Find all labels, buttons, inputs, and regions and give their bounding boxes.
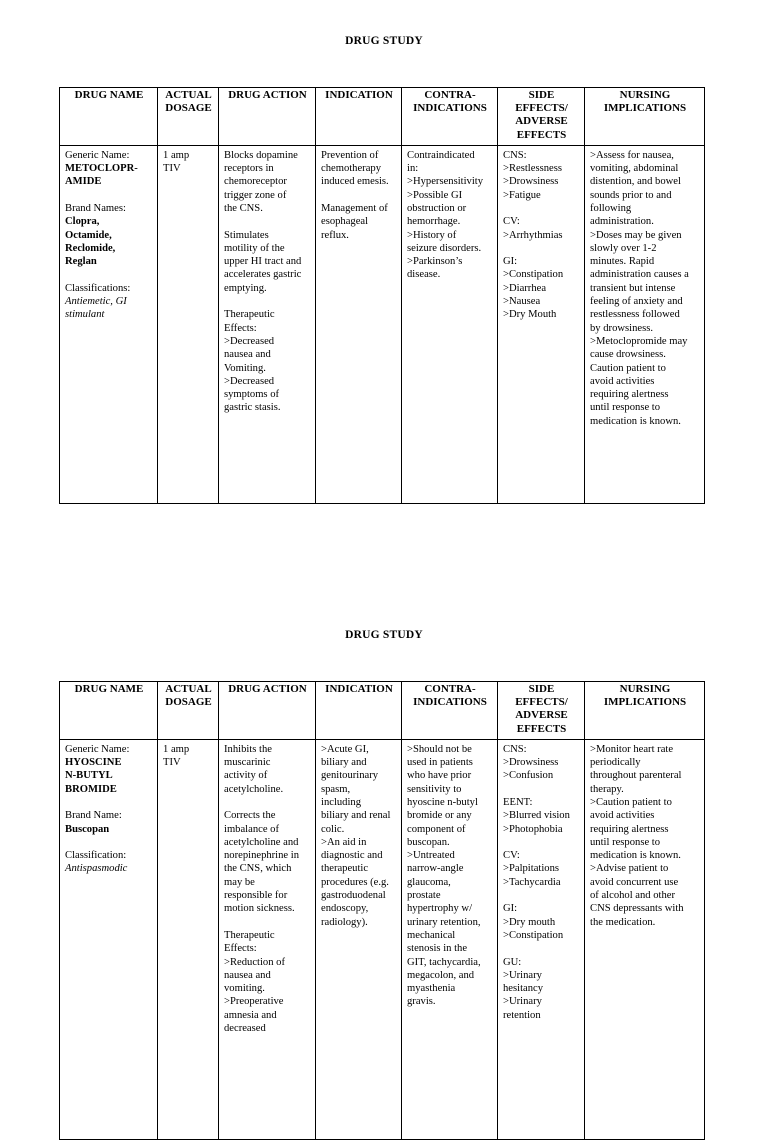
cell-line: narrow-angle: [407, 863, 464, 875]
cell-line: component of: [407, 823, 466, 835]
cell-line: >Photophobia: [503, 823, 563, 835]
cell-line: bromide or any: [407, 810, 472, 822]
cell-line: >Acute GI,: [321, 743, 369, 755]
cell-line: Clopra,: [65, 216, 100, 228]
cell-line: >Preoperative: [224, 996, 284, 1008]
cell-line: genitourinary: [321, 770, 379, 782]
cell-line: N-BUTYL: [65, 770, 113, 782]
header-text: ADVERSE: [515, 115, 568, 128]
cell-line: prostate: [407, 890, 441, 902]
cell-line: >Palpitations: [503, 863, 559, 875]
cell-line: following: [590, 203, 632, 214]
cell-line: GIT, tachycardia,: [407, 956, 481, 968]
cell-line: >Decreased: [224, 335, 275, 347]
cell-line: hemorrhage.: [407, 216, 461, 228]
cell-line: cause drowsiness.: [590, 349, 666, 361]
header-text: CONTRA-: [424, 89, 476, 101]
cell-line: throughout parenteral: [590, 770, 682, 782]
cell-line: >Blurred vision: [503, 810, 570, 822]
cell-line: trigger zone of: [224, 189, 287, 201]
cell-nursing-implications: [585, 739, 705, 1139]
cell-line: decreased: [224, 1023, 266, 1035]
cell-line: GU:: [503, 956, 522, 968]
cell-drug-name: [60, 739, 158, 1139]
header-text: NURSING: [619, 89, 671, 101]
cell-line: avoid activities: [590, 810, 655, 822]
cell-line: sensitivity to: [407, 783, 462, 795]
cell-line: avoid activities: [590, 375, 655, 387]
cell-line: by drowsiness.: [590, 322, 653, 334]
cell-line: >Fatigue: [503, 189, 541, 201]
cell-line: >History of: [407, 229, 457, 241]
cell-line: Antispasmodic: [65, 863, 128, 875]
cell-line: [503, 202, 580, 215]
cell-line: >Tachycardia: [503, 876, 561, 888]
cell-line: obstruction or: [407, 203, 467, 214]
cell-line: vomiting.: [224, 983, 265, 995]
cell-line: Inhibits the: [224, 743, 272, 755]
cell-line: urinary retention,: [407, 916, 481, 928]
header-nursing-implications: [585, 88, 705, 146]
header-text: NURSING: [619, 683, 671, 695]
cell-line: gravis.: [407, 996, 436, 1008]
cell-line: Generic Name:: [65, 149, 130, 161]
cell-line: diagnostic and: [321, 850, 383, 862]
page-title: DRUG STUDY: [345, 629, 423, 641]
cell-line: activity of: [224, 770, 268, 782]
header-indication: [316, 88, 402, 146]
cell-line: upper HI tract and: [224, 256, 302, 268]
cell-line: CNS depressants with: [590, 903, 684, 915]
cell-contraindications: [402, 145, 498, 503]
cell-line: 1 amp: [163, 743, 190, 755]
cell-line: >Should not be: [407, 743, 472, 755]
cell-line: >Hypersensitivity: [407, 176, 484, 188]
cell-line: requiring alertness: [590, 823, 669, 835]
cell-line: Classification:: [65, 850, 127, 862]
cell-line: [503, 942, 580, 955]
cell-line: >Possible GI: [407, 189, 463, 201]
cell-line: accelerates gastric: [224, 269, 302, 281]
cell-line: Prevention of: [321, 149, 379, 161]
cell-line: in:: [407, 163, 419, 175]
cell-line: acetylcholine.: [224, 783, 284, 795]
cell-line: biliary and: [321, 757, 367, 769]
cell-line: symptoms of: [224, 389, 280, 401]
cell-line: motility of the: [224, 242, 285, 254]
drug-study-table: [59, 681, 705, 1140]
header-nursing-implications: [585, 682, 705, 740]
cell-line: >Dry Mouth: [503, 309, 557, 321]
cell-line: >Monitor heart rate: [590, 743, 674, 755]
cell-line: medication is known.: [590, 850, 681, 862]
cell-line: >Metoclopromide may: [590, 335, 688, 347]
header-drug-action: [219, 88, 316, 146]
cell-line: retention: [503, 1009, 541, 1021]
cell-line: Contraindicated: [407, 149, 475, 161]
cell-line: myasthenia: [407, 983, 456, 995]
cell-line: emptying.: [224, 282, 267, 294]
cell-line: Caution patient to: [590, 362, 666, 374]
cell-line: >Diarrhea: [503, 282, 547, 294]
cell-line: until response to: [590, 836, 661, 848]
cell-line: radiology).: [321, 916, 368, 928]
cell-line: GI:: [503, 256, 518, 268]
cell-line: [224, 916, 311, 929]
cell-actual-dosage: [158, 739, 219, 1139]
cell-line: buscopan.: [407, 836, 450, 848]
cell-line: [503, 783, 580, 796]
header-drug-name: [60, 88, 158, 146]
header-text: DOSAGE: [165, 696, 212, 709]
cell-line: Therapeutic: [224, 929, 275, 941]
header-actual-dosage: [158, 682, 219, 740]
cell-line: Reglan: [65, 256, 97, 268]
cell-line: >Constipation: [503, 269, 564, 281]
cell-line: chemotherapy: [321, 163, 382, 175]
drug-study-table: [59, 87, 705, 504]
cell-line: reflux.: [321, 229, 349, 241]
cell-line: >Reduction of: [224, 956, 285, 968]
header-text: EFFECTS/: [515, 102, 568, 115]
cell-line: EENT:: [503, 797, 533, 808]
cell-line: >Drowsiness: [503, 176, 559, 188]
cell-line: Effects:: [224, 322, 257, 334]
cell-line: TIV: [163, 163, 181, 175]
cell-line: requiring alertness: [590, 389, 669, 401]
cell-line: restlessness followed: [590, 309, 680, 321]
cell-line: mechanical: [407, 929, 456, 941]
page-title: DRUG STUDY: [345, 35, 423, 47]
cell-line: until response to: [590, 402, 661, 414]
cell-line: >Drowsiness: [503, 757, 559, 769]
cell-line: motion sickness.: [224, 903, 295, 915]
cell-line: Generic Name:: [65, 743, 130, 755]
header-text: INDICATIONS: [413, 696, 487, 709]
cell-line: HYOSCINE: [65, 757, 122, 769]
cell-line: disease.: [407, 269, 441, 281]
cell-line: >Doses may be given: [590, 229, 682, 241]
cell-line: [503, 242, 580, 255]
cell-drug-name: [60, 145, 158, 503]
cell-line: Brand Names:: [65, 203, 126, 214]
cell-line: >Advise patient to: [590, 863, 669, 875]
cell-line: CNS:: [503, 743, 527, 755]
cell-line: Antiemetic, GI: [65, 296, 127, 308]
header-drug-action: [219, 682, 316, 740]
cell-line: Octamide,: [65, 229, 112, 241]
cell-line: muscarinic: [224, 757, 271, 769]
cell-line: the medication.: [590, 916, 656, 928]
header-text: DOSAGE: [165, 102, 212, 115]
header-text: IMPLICATIONS: [603, 102, 687, 115]
cell-line: gastric stasis.: [224, 402, 281, 414]
cell-line: stenosis in the: [407, 943, 468, 955]
header-row: [60, 682, 705, 740]
cell-line: [65, 189, 153, 202]
header-side-effects: [498, 682, 585, 740]
cell-line: >Arrhythmias: [503, 229, 563, 241]
cell-line: nausea and: [224, 349, 271, 361]
cell-line: >Untreated: [407, 850, 455, 862]
header-text: SIDE: [528, 683, 555, 695]
cell-line: [224, 295, 311, 308]
cell-line: acetylcholine and: [224, 836, 299, 848]
cell-line: Corrects the: [224, 810, 276, 822]
cell-contraindications: [402, 739, 498, 1139]
cell-line: CV:: [503, 850, 520, 862]
header-indication: [316, 682, 402, 740]
cell-line: [224, 796, 311, 809]
cell-line: induced emesis.: [321, 176, 389, 188]
cell-line: >Confusion: [503, 770, 554, 782]
cell-line: endoscopy,: [321, 903, 369, 915]
cell-line: Stimulates: [224, 229, 269, 241]
cell-line: slowly over 1-2: [590, 242, 657, 254]
cell-line: biliary and renal: [321, 810, 391, 822]
cell-line: chemoreceptor: [224, 176, 287, 188]
cell-line: avoid concurrent use: [590, 876, 679, 888]
cell-line: CNS:: [503, 149, 527, 161]
cell-line: GI:: [503, 903, 518, 915]
cell-line: including: [321, 797, 362, 808]
header-side-effects: [498, 88, 585, 146]
cell-line: norepinephrine in: [224, 850, 300, 862]
cell-line: hesitancy: [503, 983, 544, 995]
cell-line: 1 amp: [163, 149, 190, 161]
cell-line: therapy.: [590, 783, 624, 795]
header-text: DRUG ACTION: [228, 683, 307, 695]
cell-line: the CNS.: [224, 203, 263, 214]
header-text: IMPLICATIONS: [603, 696, 687, 709]
cell-line: >An aid in: [321, 836, 367, 848]
cell-line: distention, and bowel: [590, 176, 681, 188]
cell-line: [224, 215, 311, 228]
header-text: EFFECTS: [516, 722, 567, 735]
cell-line: minutes. Rapid: [590, 256, 655, 268]
table-row: [60, 145, 705, 503]
header-text: DRUG NAME: [74, 89, 144, 101]
header-text: INDICATION: [325, 89, 393, 101]
cell-line: colic.: [321, 823, 345, 835]
header-text: SIDE: [528, 89, 555, 101]
cell-line: of alcohol and other: [590, 890, 676, 902]
cell-line: the CNS, which: [224, 863, 292, 875]
cell-line: [65, 796, 153, 809]
cell-line: Management of: [321, 203, 388, 214]
cell-line: >Decreased: [224, 375, 275, 387]
cell-line: imbalance of: [224, 823, 280, 835]
header-text: EFFECTS/: [515, 696, 568, 709]
cell-line: periodically: [590, 757, 641, 769]
header-text: DRUG NAME: [74, 683, 144, 695]
cell-line: METOCLOPR-: [65, 163, 138, 175]
cell-line: [65, 836, 153, 849]
header-text: DRUG ACTION: [228, 89, 307, 101]
cell-line: >Urinary: [503, 969, 542, 981]
cell-line: [65, 268, 153, 281]
cell-line: seizure disorders.: [407, 242, 482, 254]
cell-side-effects: [498, 145, 585, 503]
cell-line: hypertrophy w/: [407, 903, 473, 915]
cell-line: vomiting, abdominal: [590, 163, 679, 175]
cell-line: >Nausea: [503, 296, 541, 308]
cell-line: megacolon, and: [407, 969, 475, 981]
header-row: [60, 88, 705, 146]
cell-line: Effects:: [224, 943, 257, 955]
cell-nursing-implications: [585, 145, 705, 503]
cell-line: may be: [224, 876, 255, 888]
cell-line: amnesia and: [224, 1009, 277, 1021]
cell-drug-action: [219, 145, 316, 503]
cell-line: glaucoma,: [407, 876, 451, 888]
cell-line: medication is known.: [590, 415, 681, 427]
cell-line: >Assess for nausea,: [590, 149, 674, 161]
cell-indication: [316, 145, 402, 503]
header-drug-name: [60, 682, 158, 740]
header-text: INDICATION: [325, 683, 393, 695]
cell-line: feeling of anxiety and: [590, 296, 683, 308]
cell-line: stimulant: [65, 309, 105, 321]
cell-line: gastroduodenal: [321, 890, 386, 902]
cell-line: nausea and: [224, 969, 271, 981]
cell-line: responsible for: [224, 890, 288, 902]
cell-drug-action: [219, 739, 316, 1139]
cell-line: >Caution patient to: [590, 797, 672, 808]
header-contraindications: [402, 682, 498, 740]
cell-line: >Urinary: [503, 996, 542, 1008]
cell-line: Blocks dopamine: [224, 149, 298, 161]
cell-line: Brand Name:: [65, 810, 122, 822]
cell-indication: [316, 739, 402, 1139]
cell-line: spasm,: [321, 783, 351, 795]
cell-line: >Parkinson’s: [407, 256, 463, 268]
cell-line: administration causes a: [590, 269, 689, 281]
header-text: ADVERSE: [515, 709, 568, 722]
cell-line: CV:: [503, 216, 520, 228]
cell-line: hyoscine n-butyl: [407, 797, 478, 808]
cell-line: [321, 189, 397, 202]
cell-line: >Constipation: [503, 929, 564, 941]
cell-line: Classifications:: [65, 282, 131, 294]
cell-line: Buscopan: [65, 823, 110, 835]
cell-line: BROMIDE: [65, 783, 117, 795]
cell-line: [503, 836, 580, 849]
cell-line: who have prior: [407, 770, 472, 782]
header-contraindications: [402, 88, 498, 146]
cell-line: sounds prior to and: [590, 189, 672, 201]
cell-line: Therapeutic: [224, 309, 275, 321]
cell-side-effects: [498, 739, 585, 1139]
cell-line: AMIDE: [65, 176, 102, 188]
cell-line: transient but intense: [590, 282, 676, 294]
cell-line: administration.: [590, 216, 654, 228]
header-text: ACTUAL: [165, 683, 212, 695]
cell-line: >Dry mouth: [503, 916, 556, 928]
cell-line: receptors in: [224, 163, 274, 175]
cell-line: esophageal: [321, 216, 369, 228]
table-row: [60, 739, 705, 1139]
cell-line: used in patients: [407, 757, 473, 769]
cell-line: TIV: [163, 757, 181, 769]
cell-line: >Restlessness: [503, 163, 562, 175]
header-text: CONTRA-: [424, 683, 476, 695]
cell-line: [503, 889, 580, 902]
header-text: ACTUAL: [165, 89, 212, 101]
header-text: EFFECTS: [516, 128, 567, 141]
cell-line: therapeutic: [321, 863, 369, 875]
cell-line: procedures (e.g.: [321, 876, 389, 888]
cell-line: Vomiting.: [224, 362, 266, 374]
cell-line: Reclomide,: [65, 242, 116, 254]
cell-actual-dosage: [158, 145, 219, 503]
header-actual-dosage: [158, 88, 219, 146]
header-text: INDICATIONS: [413, 102, 487, 115]
